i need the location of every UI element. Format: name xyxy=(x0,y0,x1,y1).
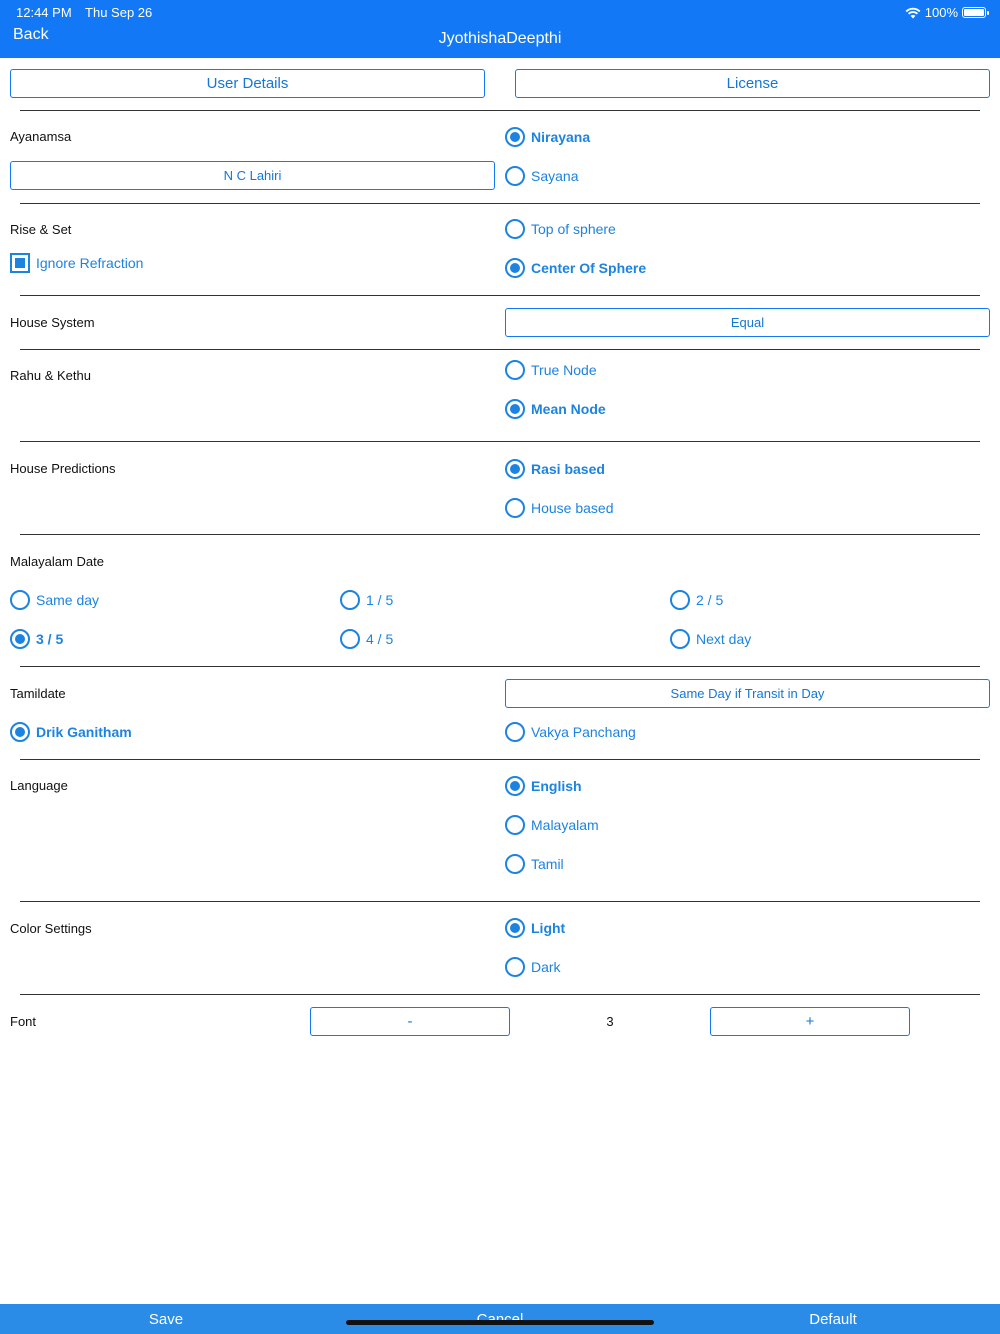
license-button[interactable]: License xyxy=(515,69,990,98)
radio-tamil[interactable] xyxy=(505,854,564,874)
radio-selected-icon xyxy=(505,258,525,278)
font-decrease-button[interactable]: - xyxy=(310,1007,510,1036)
radio-unselected-icon xyxy=(505,722,525,742)
radio-label: True Node xyxy=(531,362,597,378)
save-button[interactable]: Save xyxy=(148,1311,184,1328)
divider xyxy=(20,295,980,296)
radio-label: Drik Ganitham xyxy=(36,724,132,740)
radio-light[interactable] xyxy=(505,918,565,938)
bottom-toolbar xyxy=(0,1304,1000,1334)
checkbox-label: Ignore Refraction xyxy=(36,255,144,271)
radio-english[interactable] xyxy=(505,776,582,796)
radio-3-5[interactable] xyxy=(10,629,63,649)
status-time: 12:44 PM xyxy=(16,5,72,20)
divider xyxy=(20,994,980,995)
radio-label: Top of sphere xyxy=(531,221,616,237)
radio-selected-icon xyxy=(505,459,525,479)
ignore-refraction-checkbox[interactable] xyxy=(10,253,143,273)
radio-unselected-icon xyxy=(340,629,360,649)
radio-label: Center Of Sphere xyxy=(531,260,647,276)
radio-label: 3 / 5 xyxy=(36,631,64,647)
radio-label: Next day xyxy=(696,631,752,647)
radio-label: Rasi based xyxy=(531,461,605,477)
radio-malayalam[interactable] xyxy=(505,815,599,835)
radio-dark[interactable] xyxy=(505,957,561,977)
radio-label: Vakya Panchang xyxy=(531,724,636,740)
divider xyxy=(20,349,980,350)
battery-icon xyxy=(962,7,986,18)
divider xyxy=(20,110,980,111)
radio-nirayana[interactable] xyxy=(505,127,590,147)
divider xyxy=(20,534,980,535)
radio-label: Same day xyxy=(36,592,100,608)
radio-unselected-icon xyxy=(670,629,690,649)
radio-next-day[interactable] xyxy=(670,629,751,649)
house-system-label: House System xyxy=(10,315,95,330)
radio-same-day[interactable] xyxy=(10,590,99,610)
radio-label: 4 / 5 xyxy=(366,631,394,647)
status-date: Thu Sep 26 xyxy=(85,5,153,20)
radio-selected-icon xyxy=(505,776,525,796)
status-bar-left xyxy=(16,5,162,20)
radio-label: 1 / 5 xyxy=(366,592,394,608)
radio-label: Sayana xyxy=(531,168,579,184)
radio-label: Mean Node xyxy=(531,401,606,417)
radio-center-of-sphere[interactable] xyxy=(505,258,646,278)
radio-label: Light xyxy=(531,920,566,936)
radio-selected-icon xyxy=(505,918,525,938)
radio-unselected-icon xyxy=(505,166,525,186)
divider xyxy=(20,441,980,442)
divider xyxy=(20,759,980,760)
radio-label: Nirayana xyxy=(531,129,591,145)
radio-unselected-icon xyxy=(505,219,525,239)
radio-selected-icon xyxy=(10,629,30,649)
radio-rasi-based[interactable] xyxy=(505,459,605,479)
battery-percent: 100% xyxy=(924,5,958,20)
radio-label: Dark xyxy=(531,959,561,975)
radio-mean-node[interactable] xyxy=(505,399,606,419)
rise-set-label: Rise & Set xyxy=(10,222,72,237)
ayanamsa-label: Ayanamsa xyxy=(10,129,72,144)
checkbox-checked-icon xyxy=(10,253,30,273)
tamildate-label: Tamildate xyxy=(10,686,66,701)
home-indicator xyxy=(346,1320,654,1325)
radio-sayana[interactable] xyxy=(505,166,578,186)
radio-unselected-icon xyxy=(505,815,525,835)
language-label: Language xyxy=(10,778,68,793)
radio-true-node[interactable] xyxy=(505,360,597,380)
default-button[interactable]: Default xyxy=(809,1311,857,1328)
back-button[interactable]: Back xyxy=(13,26,49,43)
tamildate-select[interactable]: Same Day if Transit in Day xyxy=(505,679,990,708)
radio-top-of-sphere[interactable] xyxy=(505,219,616,239)
radio-unselected-icon xyxy=(505,360,525,380)
nav-header xyxy=(0,0,1000,58)
divider xyxy=(20,666,980,667)
malayalam-date-label: Malayalam Date xyxy=(10,554,104,569)
radio-2-5[interactable] xyxy=(670,590,723,610)
radio-unselected-icon xyxy=(670,590,690,610)
radio-selected-icon xyxy=(505,399,525,419)
font-size-value: 3 xyxy=(606,1014,614,1029)
font-label: Font xyxy=(10,1014,37,1029)
radio-1-5[interactable] xyxy=(340,590,393,610)
color-settings-label: Color Settings xyxy=(10,921,92,936)
status-bar-right xyxy=(905,5,986,20)
radio-selected-icon xyxy=(10,722,30,742)
user-details-button[interactable]: User Details xyxy=(10,69,485,98)
rahu-kethu-label: Rahu & Kethu xyxy=(10,368,91,383)
divider xyxy=(20,901,980,902)
radio-unselected-icon xyxy=(505,498,525,518)
radio-unselected-icon xyxy=(505,957,525,977)
divider xyxy=(20,203,980,204)
house-predictions-label: House Predictions xyxy=(10,461,116,476)
radio-label: House based xyxy=(531,500,614,516)
radio-label: Malayalam xyxy=(531,817,599,833)
radio-label: 2 / 5 xyxy=(696,592,724,608)
wifi-icon xyxy=(905,7,921,19)
radio-label: Tamil xyxy=(531,856,564,872)
radio-vakya-panchang[interactable] xyxy=(505,722,636,742)
radio-drik-ganitham[interactable] xyxy=(10,722,132,742)
radio-unselected-icon xyxy=(10,590,30,610)
radio-unselected-icon xyxy=(505,854,525,874)
page-title: JyothishaDeepthi xyxy=(438,30,562,47)
font-increase-button[interactable]: + xyxy=(710,1007,910,1036)
radio-house-based[interactable] xyxy=(505,498,614,518)
radio-unselected-icon xyxy=(340,590,360,610)
ayanamsa-select[interactable]: N C Lahiri xyxy=(10,161,495,190)
house-system-select[interactable]: Equal xyxy=(505,308,990,337)
radio-4-5[interactable] xyxy=(340,629,393,649)
radio-selected-icon xyxy=(505,127,525,147)
radio-label: English xyxy=(531,778,582,794)
